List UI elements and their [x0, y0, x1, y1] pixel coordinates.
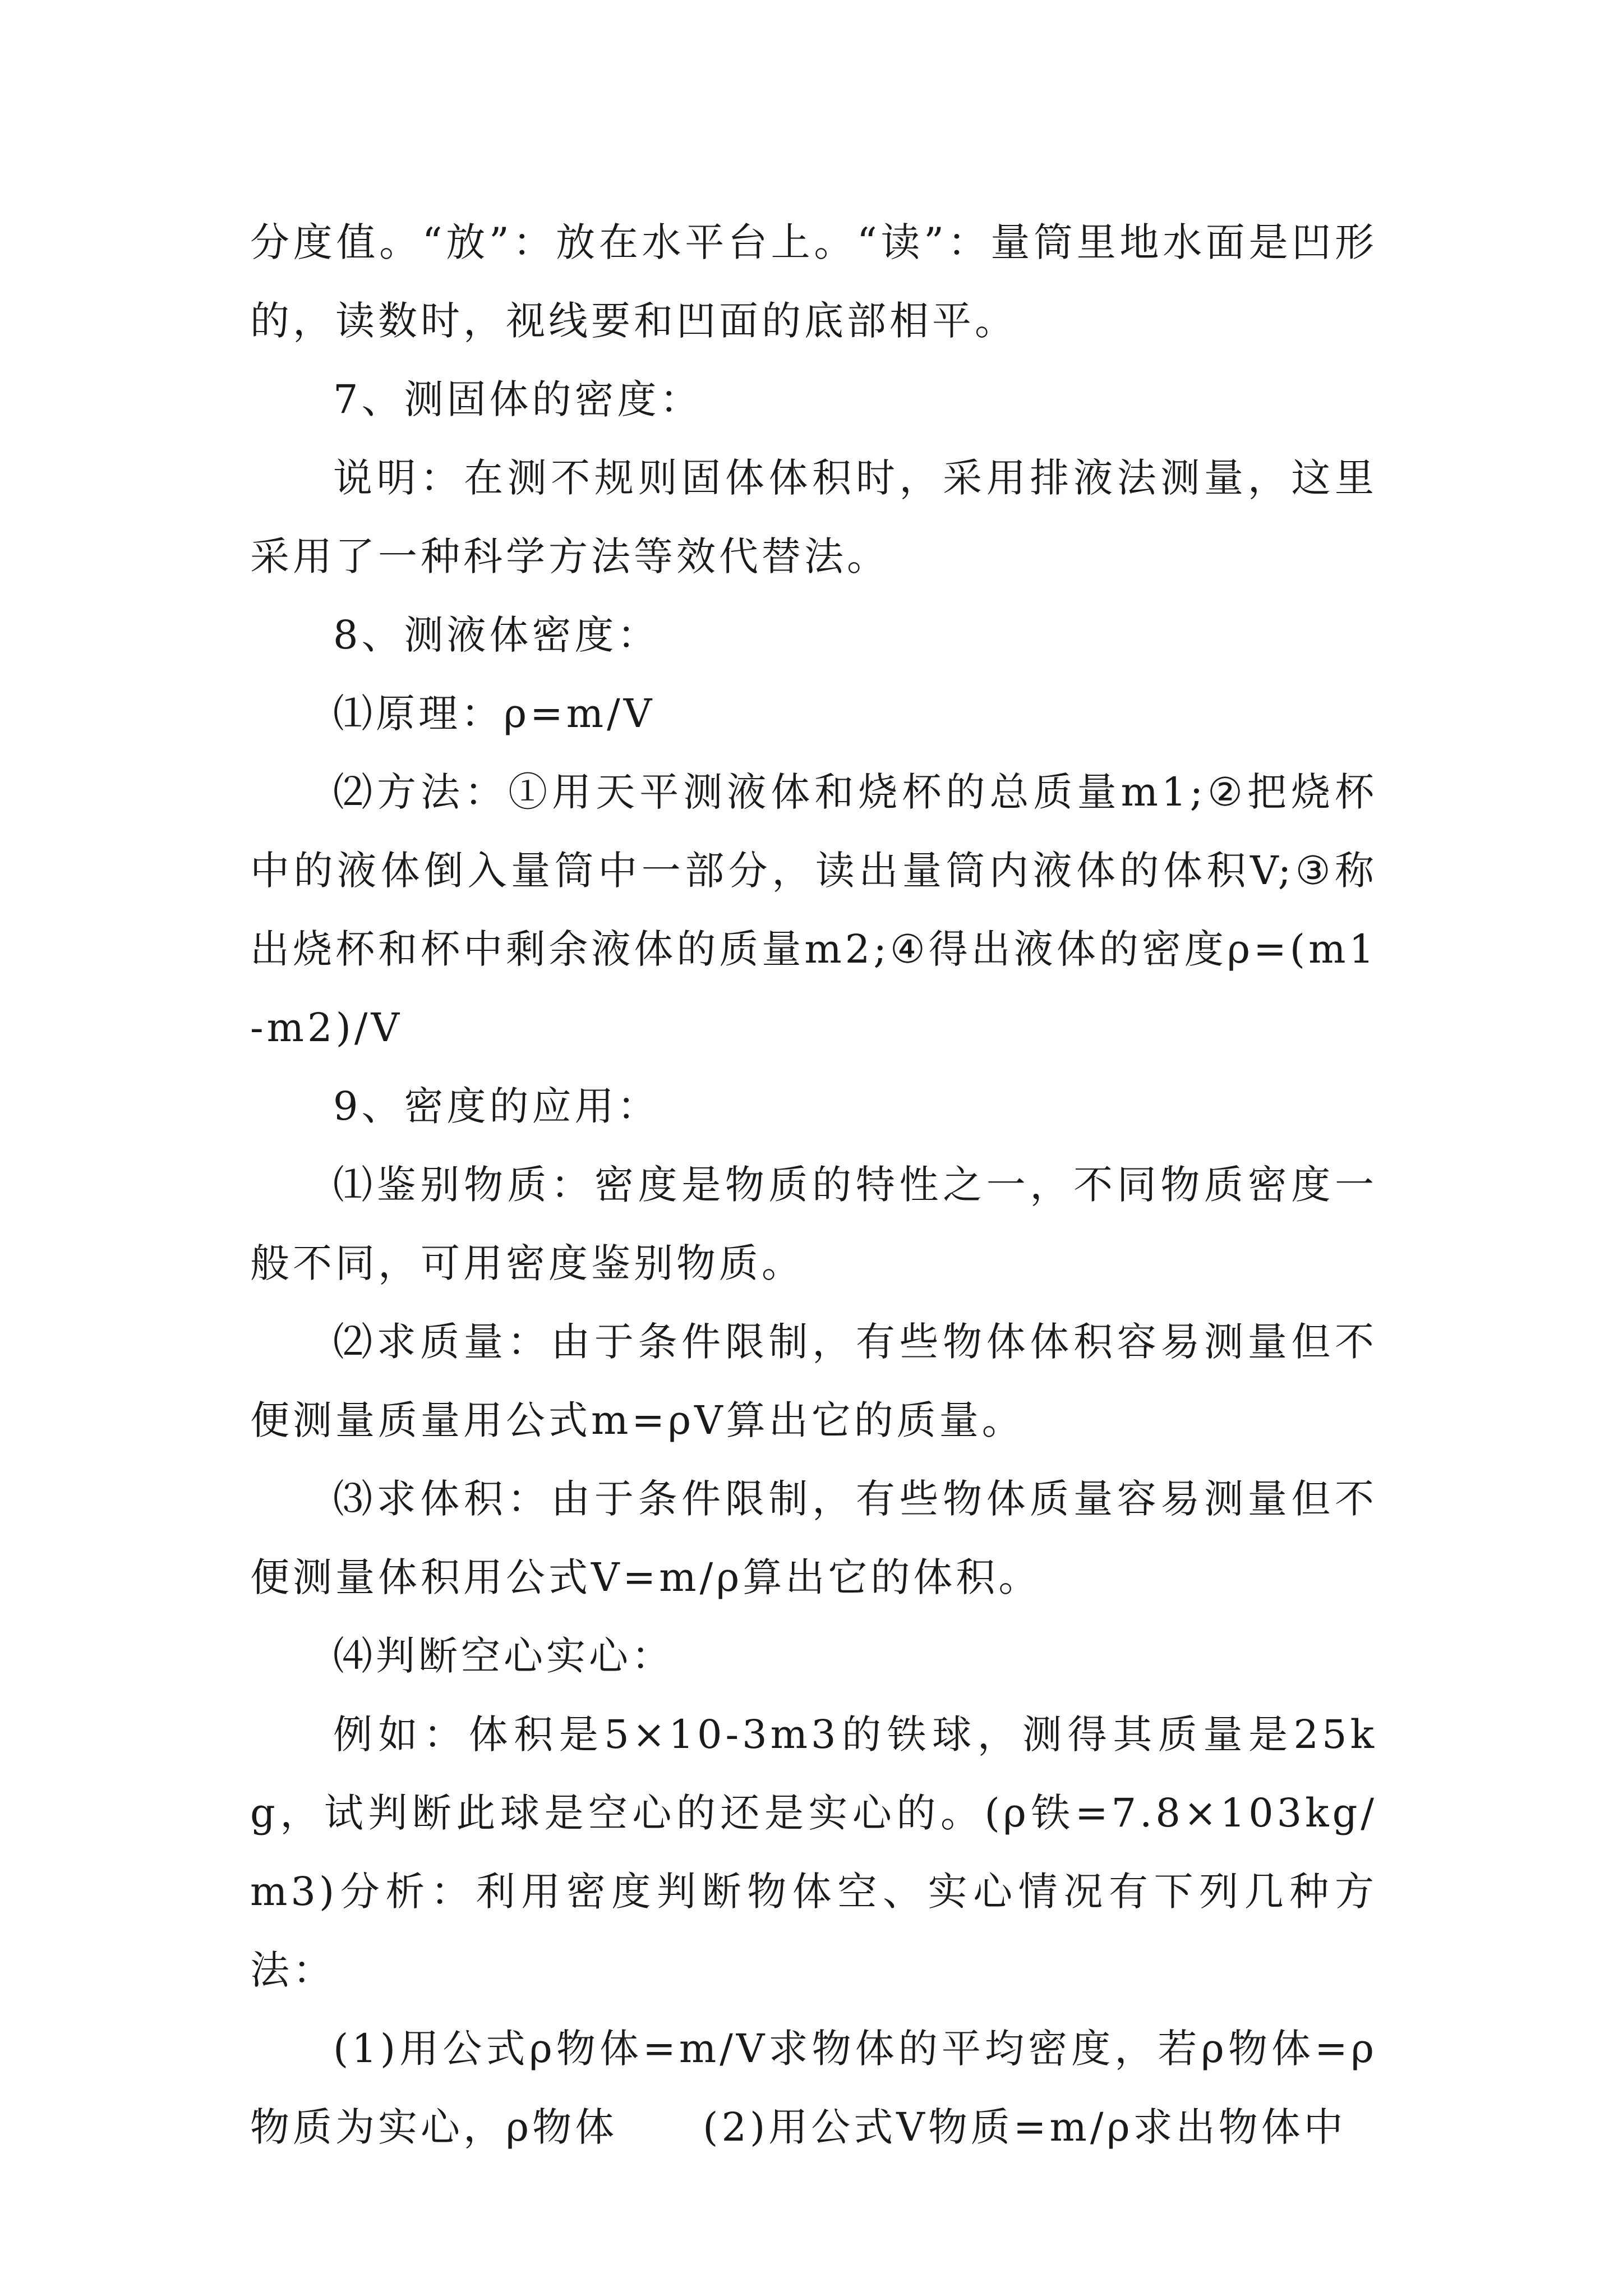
paragraph-10: ⑶求体积：由于条件限制，有些物体质量容易测量但不便测量体积用公式V=m/ρ算出它的体积。: [250, 1476, 1377, 1600]
paragraph-2: 7、测固体的密度：: [333, 376, 703, 422]
paragraph-9: ⑵求质量：由于条件限制，有些物体体积容易测量但不便测量质量用公式m=ρV算出它的质量。: [250, 1319, 1377, 1443]
paragraph-7: 9、密度的应用：: [333, 1083, 660, 1129]
paragraph-8: ⑴鉴别物质：密度是物质的特性之一，不同物质密度一般不同，可用密度鉴别物质。: [250, 1162, 1377, 1286]
paragraph-12: 例如：体积是5×10-3m3的铁球，测得其质量是25kg，试判断此球是空心的还是实心的。(ρ铁=7.8×103kg/m3)分析：利用密度判断物体空、实心情况有下列几种方法：: [250, 1711, 1377, 1993]
paragraph-1: 分度值。“放”：放在水平台上。“读”：量筒里地水面是凹形的，读数时，视线要和凹面的底部相平。: [250, 219, 1377, 344]
body-text: [250, 203, 1377, 2166]
paragraph-5: ⑴原理：ρ=m/V: [333, 691, 656, 737]
paragraph-6: ⑵方法：①用天平测液体和烧杯的总质量m1;②把烧杯中的液体倒入量筒中一部分，读出量筒内液体的体积V;③称出烧杯和杯中剩余液体的质量m2;④得出液体的密度ρ=(m1-m2)/V: [250, 769, 1377, 1051]
paragraph-11: ⑷判断空心实心：: [333, 1633, 674, 1679]
paragraph-4: 8、测液体密度：: [333, 612, 660, 658]
paragraph-3: 说明：在测不规则固体体积时，采用排液法测量，这里采用了一种科学方法等效代替法。: [250, 455, 1377, 579]
paragraph-13: (1)用公式ρ物体=m/V求物体的平均密度，若ρ物体=ρ物质为实心，ρ物体 (2)用公式V物质=m/ρ求出物体中: [250, 2026, 1377, 2150]
